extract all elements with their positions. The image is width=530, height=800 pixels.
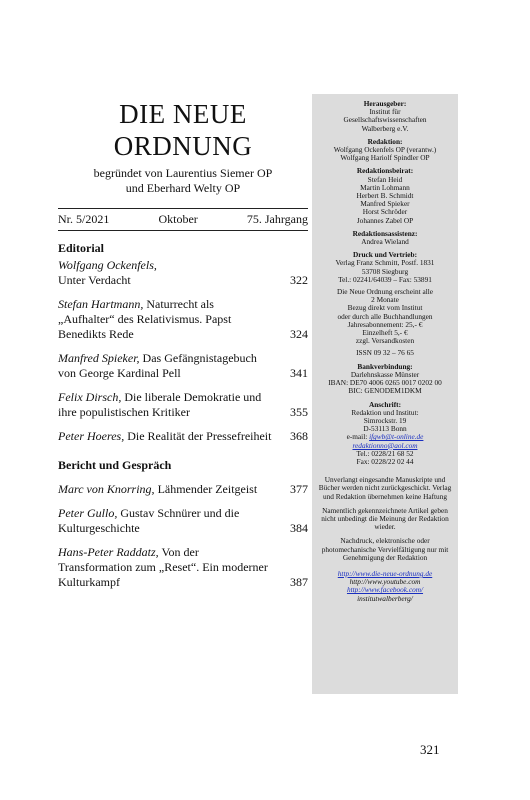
email-link[interactable]: ifgwb@t-online.de (369, 432, 424, 442)
address-line: Simrockstr. 19 (363, 415, 407, 425)
journal-title (58, 98, 308, 162)
toc-entry (58, 351, 308, 381)
board-member: Johannes Zabel OP (356, 215, 414, 225)
toc-author: Peter Hoeres, (58, 429, 125, 443)
issue-volume: 75. Jahrgang (246, 212, 308, 226)
toc-entry (58, 297, 308, 342)
web-links (317, 570, 453, 603)
sub-line: Bezug direkt vom Institut (347, 303, 423, 313)
phone-line: Tel.: 0228/21 68 52 (356, 448, 414, 458)
bank-line: IBAN: DE70 4006 0265 0017 0202 00 (328, 378, 442, 388)
editorial-heading: Redaktion: (367, 136, 403, 146)
reprint-note: Nachdruck, elektronische oder photomechanische Vervielfältigung nur mit Genehmigung der Redaktion (321, 536, 449, 562)
board-member: Manfred Spieker (360, 199, 410, 209)
sub-line: 2 Monate (371, 295, 399, 305)
facebook-link-suffix[interactable]: institutwalberberg/ (357, 593, 413, 603)
founders-line-2: und Eberhard Welty OP (125, 181, 241, 195)
toc-entry (58, 390, 308, 420)
toc-entry (58, 506, 308, 536)
sub-line: oder durch alle Buchhandlungen (337, 311, 433, 321)
toc-author: Marc von Knorring, (58, 482, 155, 496)
toc-title: Von der Transformation zum „Reset“. Ein moderner Kulturkampf (58, 545, 268, 589)
issue-bar (58, 208, 308, 231)
toc-title: Lähmender Zeitgeist (154, 482, 258, 496)
sub-line: Jahresabonnement: 25,- € (347, 319, 423, 329)
publisher-line: Gesellschaftswissenschaften (343, 115, 427, 125)
sub-line: Einzelheft 5,- € (362, 328, 408, 338)
toc-title: Das Gefängnistagebuch von George Kardinal Pell (58, 351, 257, 380)
subscription-info (317, 288, 453, 345)
section-heading-report: Bericht und Gespräch (58, 458, 172, 472)
toc-entry (58, 429, 308, 444)
bank-line: BIC: GENODEM1DKM (348, 386, 422, 396)
left-column (58, 88, 308, 590)
toc-author: Stefan Hartmann, (58, 297, 144, 311)
website-link[interactable]: http://www.die-neue-ordnung.de (337, 568, 433, 578)
print-line: Tel.: 02241/64039 – Fax: 53891 (338, 274, 432, 284)
assistant-heading: Redaktionsassistenz: (352, 228, 418, 238)
publisher-line: Walberberg e.V. (361, 123, 409, 133)
page-number: 321 (420, 742, 440, 757)
issn: ISSN 09 32 – 76 65 (356, 348, 414, 358)
email-link-2[interactable]: redaktionno@aol.com (352, 440, 418, 450)
board-heading: Redaktionsbeirat: (356, 166, 414, 176)
opinion-note: Namentlich gekennzeichnete Artikel geben nicht unbedingt die Meinung der Redaktion wieder. (321, 505, 449, 532)
address-line: Redaktion und Institut: (351, 407, 419, 417)
issue-number: Nr. 5/2021 (58, 212, 110, 226)
youtube-link[interactable]: http://www.youtube.com (349, 577, 421, 587)
founders-line-1: begründet von Laurentius Siemer OP (93, 166, 273, 180)
title-line-1: DIE NEUE (119, 99, 247, 129)
print-heading: Druck und Vertrieb: (352, 250, 418, 260)
toc-entry (58, 545, 308, 590)
toc-title: Gustav Schnürer und die Kulturgeschichte (58, 506, 240, 535)
board-member: Horst Schröder (362, 207, 408, 217)
toc-page: 387 (290, 575, 308, 589)
toc-title: Die Realität der Pressefreiheit (124, 429, 272, 443)
print-line: 53708 Siegburg (361, 266, 409, 276)
title-line-2: ORDNUNG (113, 131, 253, 161)
section-heading-editorial: Editorial (58, 241, 105, 255)
toc-page: 341 (290, 366, 308, 380)
founders (58, 166, 308, 196)
board-member: Stefan Heid (367, 174, 403, 184)
toc-page: 324 (290, 327, 308, 341)
toc-title: Die liberale Demokratie und ihre populistischen Kritiker (58, 390, 262, 419)
toc-author: Hans-Peter Raddatz, (58, 545, 159, 559)
toc-author: Peter Gullo, (58, 506, 118, 520)
bank-heading: Bankverbindung: (357, 361, 413, 371)
toc-page: 384 (290, 521, 308, 535)
toc-author: Felix Dirsch, (58, 390, 122, 404)
facebook-link[interactable]: http://www.facebook.com/ (346, 585, 424, 595)
toc-page: 355 (290, 405, 308, 419)
toc-page: 377 (290, 482, 308, 496)
sub-line: Die Neue Ordnung erscheint alle (336, 287, 434, 297)
bank-line: Darlehnskasse Münster (350, 369, 420, 379)
editor-line: Wolfgang Hariolf Spindler OP (340, 153, 430, 163)
assistant-name: Andrea Wieland (361, 237, 409, 247)
board-member: Herbert B. Schmidt (356, 191, 414, 201)
toc-author: Wolfgang Ockenfels, (58, 258, 157, 272)
publisher-line: Institut für (369, 107, 401, 117)
publisher-heading: Herausgeber: (363, 99, 407, 108)
fax-line: Fax: 0228/22 02 44 (356, 456, 414, 466)
toc-title: Unter Verdacht (58, 273, 131, 287)
disclaimer-note: Unverlangt eingesandte Manuskripte und Bücher werden nicht zurückgeschickt. Verlag und Redaktion übernehmen keine Haftung (318, 475, 452, 501)
sub-line: zzgl. Versandkosten (355, 336, 415, 346)
address-line: D-53113 Bonn (363, 424, 407, 434)
toc-entry (58, 482, 308, 497)
print-line: Verlag Franz Schmitt, Postf. 1831 (335, 258, 435, 268)
email-label: e-mail: (346, 432, 370, 442)
toc-page: 368 (290, 429, 308, 443)
imprint-sidebar (312, 94, 458, 694)
toc-author: Manfred Spieker, (58, 351, 140, 365)
board-member: Martin Lohmann (360, 182, 410, 192)
toc-page: 322 (290, 273, 308, 287)
address-heading: Anschrift: (368, 399, 402, 409)
issue-month: Oktober (158, 212, 198, 226)
toc-entry (58, 258, 308, 288)
toc-title: Naturrecht als „Aufhalter“ des Relativismus. Papst Benedikts Rede (58, 297, 232, 341)
editor-line: Wolfgang Ockenfels OP (verantw.) (333, 145, 437, 155)
